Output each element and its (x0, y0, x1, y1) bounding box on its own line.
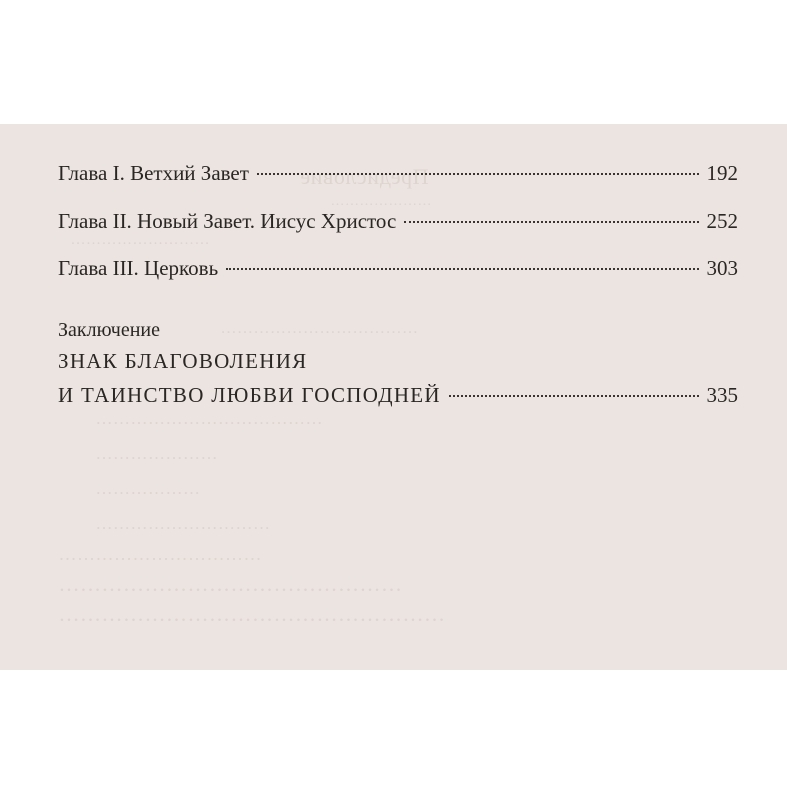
dot-leader (404, 221, 698, 223)
toc-entry-page: 335 (706, 383, 738, 407)
toc-entry-title: Глава I. Ветхий Завет (58, 161, 249, 185)
toc-entry-page: 192 (706, 161, 738, 185)
toc-entry-title: Глава III. Церковь (58, 256, 219, 280)
toc-entry-page: 303 (706, 256, 738, 280)
dot-leader (257, 173, 699, 175)
conclusion-label: Заключение (58, 319, 160, 341)
toc-entry-chapter-1[interactable] (58, 160, 738, 186)
dot-leader (449, 395, 699, 397)
bleed-through-texture: Предисловие ………………… ……………………… ……………………………… ………………………………… ………………… ……………… ………………………… …………………………… ………………………………………… ……………………………………………… (58, 164, 445, 626)
conclusion-heading-line-2: И ТАИНСТВО ЛЮБВИ ГОСПОДНЕЙ (58, 383, 441, 407)
toc-entry-title: Глава II. Новый Завет. Иисус Христос (58, 209, 397, 233)
book-page (0, 124, 787, 670)
toc-entry-page: 252 (706, 209, 738, 233)
toc-entry-chapter-2[interactable] (58, 208, 738, 234)
toc-entry-chapter-3[interactable] (58, 255, 738, 281)
conclusion-heading-line-1: ЗНАК БЛАГОВОЛЕНИЯ (58, 349, 308, 373)
toc-entry-conclusion[interactable] (58, 382, 738, 408)
dot-leader (226, 268, 698, 270)
